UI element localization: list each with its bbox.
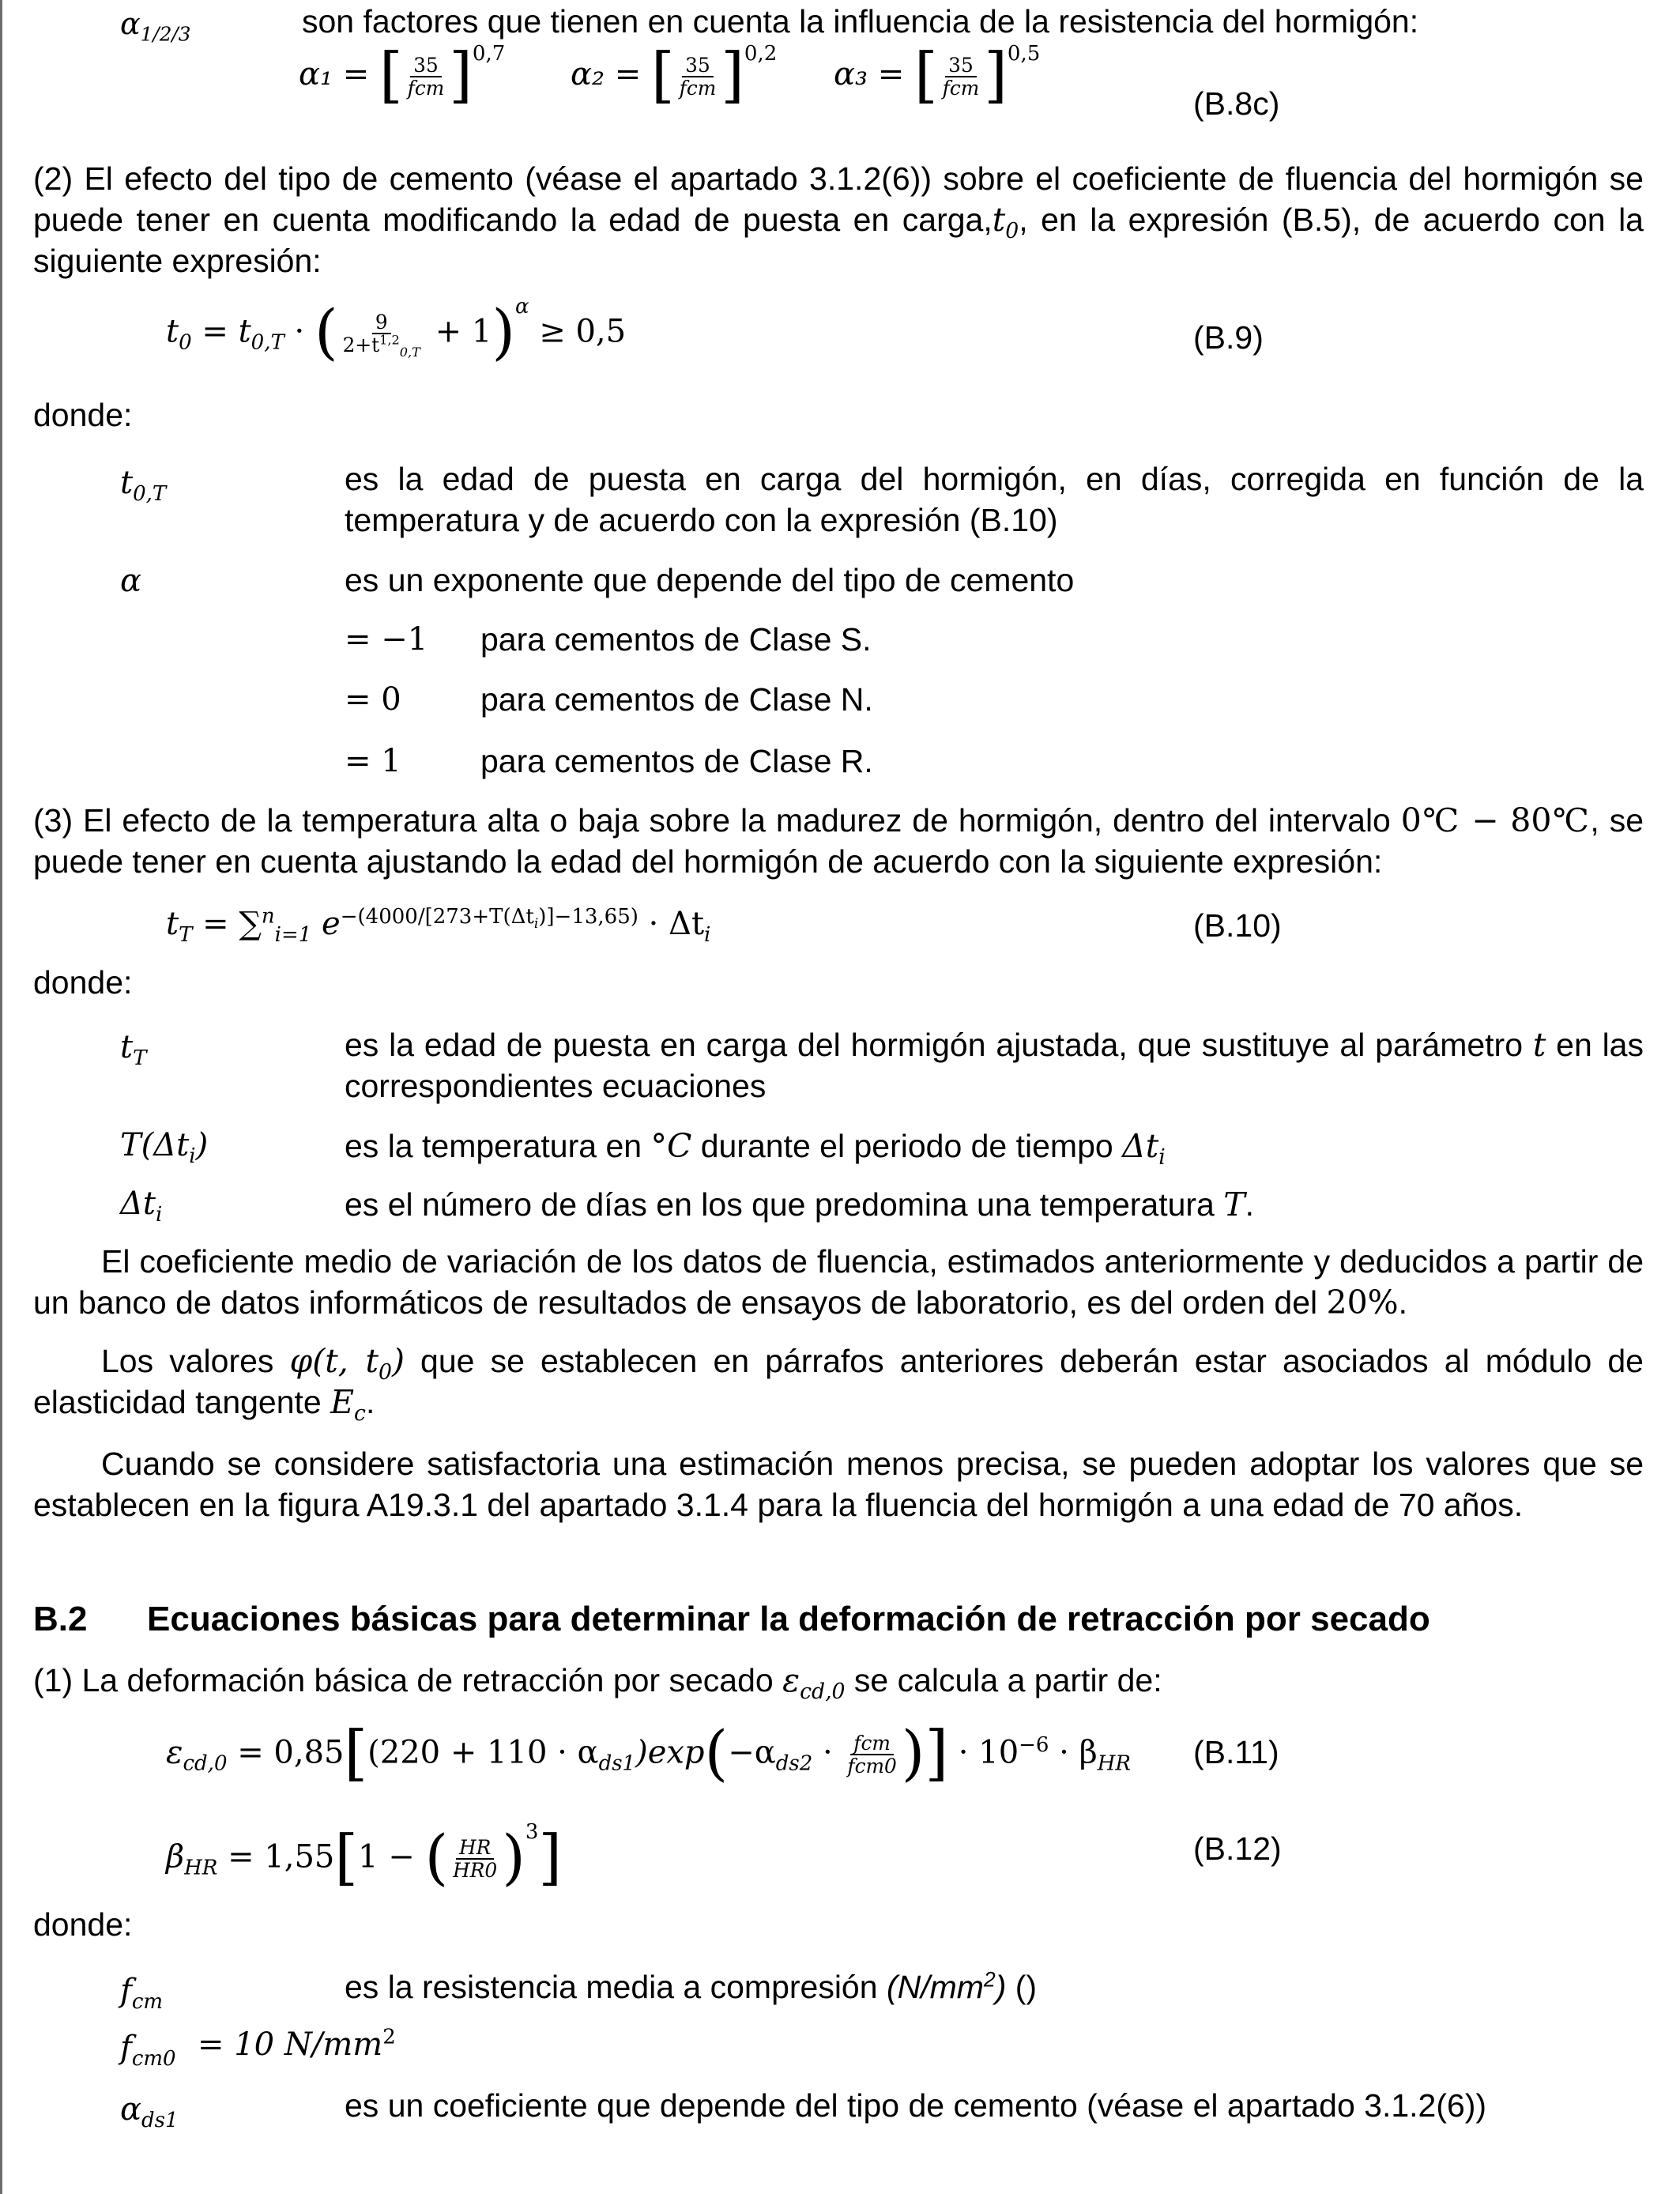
donde-label-1: donde: (33, 397, 133, 433)
alpha-text-r: para cementos de Clase R. (480, 743, 873, 779)
equation-alpha1: α₁ = [ $\frac{35}{\text{fcm}}$ ]$^{0,7}$ (299, 39, 506, 110)
paragraph-figure-reference: Cuando se considere satisfactoria una estimación menos precisa, se pueden adoptar los valores que se establecen en la figura A19.3.1 del apartado 3.1.4 para la fluencia del hormigón a una edad de 70 años. (33, 1446, 1644, 1523)
definition-fcm: es la resistencia media a compresión $(N/mm^2)$ () (345, 1967, 1038, 2005)
term-delta-ti: $\Delta t_i$ (120, 1186, 163, 1227)
alpha-value-n: = 0 (345, 681, 401, 718)
term-tT: $t_T$ (120, 1029, 147, 1070)
equation-b10: $t_T = \sum^n_{i=1}$ $e^{-(4000/[273+T(\Delta t_i)]-13,65)} \cdot \Delta t_i$ (166, 904, 711, 947)
equation-b12: $\beta_{HR} = 1,55[1$ − ( $\frac{HR}{HR0}$ )$^3$] (166, 1820, 563, 1893)
alpha-value-r: = 1 (345, 743, 401, 779)
paragraph-phi: Los valores φ(t, $t_0$) que se establecen en párrafos anteriores deberán estar asociados al módulo de elasticidad tangente $E_c$. (33, 1342, 1644, 1427)
equation-label-b11: (B.11) (1193, 1734, 1279, 1770)
donde-label-2: donde: (33, 964, 133, 1001)
definition-t0T: es la edad de puesta en carga del hormigón, en días, corregida en función de la temperatura y de acuerdo con la expresión (B.10) (345, 461, 1644, 538)
term-T-delta-ti: $T(\Delta t_i)$ (120, 1127, 209, 1168)
equation-b11: $\varepsilon_{cd,0} = 0,85[(220 + 110 \cdot \alpha_{ds1})\exp(-\alpha_{ds2}$ · $\frac{\text{fcm}}{\text{fcm0}}$ )] · $10^{-6} \cdot \beta_{HR}$ (166, 1717, 1131, 1788)
equation-alpha3: α₃ = [ $\frac{35}{\text{fcm}}$ ]$^{0,5}$ (834, 39, 1041, 110)
alpha-text-n: para cementos de Clase N. (480, 681, 873, 718)
paragraph-coefficient: El coeficiente medio de variación de los datos de fluencia, estimados anteriormente y deducidos a partir de un banco de datos informáticos de resultados de ensayos de laboratorio, es del orden del 20%. (33, 1243, 1644, 1321)
paragraph-b2-intro: (1) La deformación básica de retracción por secado $\varepsilon_{cd,0}$ se calcula a partir de: (33, 1661, 1162, 1705)
alpha-text-s: para cementos de Clase S. (480, 621, 872, 658)
alpha-symbol: $\alpha_{1/2/3}$ (120, 6, 191, 46)
alpha-value-s: = −1 (345, 621, 428, 658)
equation-label-b12: (B.12) (1193, 1830, 1282, 1867)
definition-T-delta-ti: es la temperatura en °C durante el periodo de tiempo $\Delta t_i$ (345, 1127, 1166, 1171)
definition-alpha: es un exponente que depende del tipo de cemento (345, 562, 1075, 598)
equation-label-b8c: (B.8c) (1193, 85, 1280, 122)
equation-b9: $t_0 = t_{0,T}$ · ( $\frac{9}{2+t^{1,2}_{0,T}}$ + 1)$^\alpha$ ≥ 0,5 (166, 295, 627, 368)
equation-label-b10: (B.10) (1193, 907, 1282, 944)
section-number: B.2 (33, 1600, 88, 1638)
left-margin-rule (0, 0, 2, 2194)
section-title: Ecuaciones básicas para determinar la deformación de retracción por secado (147, 1600, 1430, 1638)
equation-label-b9: (B.9) (1193, 319, 1264, 356)
equation-alpha2: α₂ = [ $\frac{35}{\text{fcm}}$ ]$^{0,2}$ (571, 39, 778, 110)
term-fcm: $f_{cm}$ (120, 1973, 164, 2014)
term-alpha-ds1: $\alpha_{ds1}$ (120, 2091, 179, 2132)
definition-tT: es la edad de puesta en carga del hormigón ajustada, que sustituye al parámetro t en las correspondientes ecuaciones (345, 1026, 1644, 1104)
paragraph-cement-type: (2) El efecto del tipo de cemento (véase el apartado 3.1.2(6)) sobre el coeficiente de fluencia del hormigón se puede tener en cuenta modificando la edad de puesta en $carga,t_0$, en la expresión (B.5), de acuerdo con la siguiente expresión: (33, 160, 1644, 279)
definition-delta-ti: es el número de días en los que predomina una temperatura T. (345, 1186, 1255, 1223)
term-fcm0: $f_{cm0}$ (120, 2030, 176, 2071)
paragraph-temperature: (3) El efecto de la temperatura alta o baja sobre la madurez de hormigón, dentro del intervalo 0℃ − 80℃, se puede tener en cuenta ajustando la edad del hormigón de acuerdo con la siguiente expresión: (33, 801, 1644, 880)
intro-text: son factores que tienen en cuenta la influencia de la resistencia del hormigón: (302, 3, 1419, 40)
definition-alpha-ds1: es un coeficiente que depende del tipo de cemento (véase el apartado 3.1.2(6)) (345, 2087, 1487, 2124)
term-alpha: α (120, 563, 142, 599)
donde-label-3: donde: (33, 1906, 133, 1943)
definition-fcm0: = 10 $N/mm^2$ (198, 2025, 396, 2063)
term-t0T: $t_{0,T}$ (120, 465, 167, 506)
